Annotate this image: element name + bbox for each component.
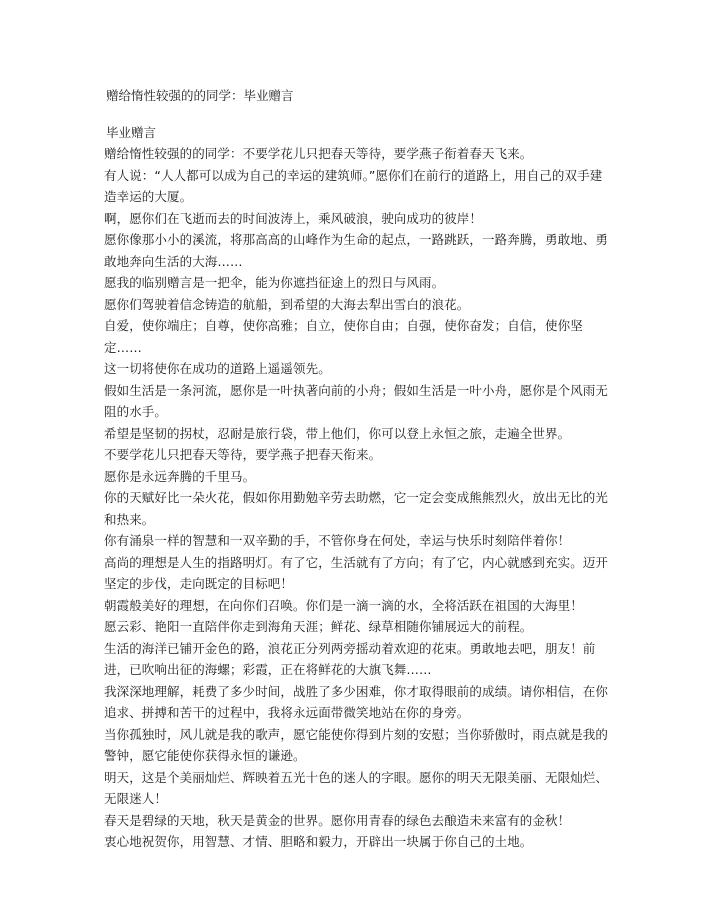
paragraph: 啊，愿你们在飞逝而去的时间波涛上，乘风破浪，驶向成功的彼岸！ <box>104 210 483 226</box>
paragraph: 高尚的理想是人生的指路明灯。有了它，生活就有了方向；有了它，内心就感到充实。迈开坚定的步伐，走向既定的目标吧！ <box>104 554 609 591</box>
paragraph: 赠给惰性较强的的同学：不要学花儿只把春天等待，要学燕子衔着春天飞来。 <box>104 146 533 161</box>
paragraph: 愿我的临别赠言是一把伞，能为你遮挡征途上的烈日与风雨。 <box>104 275 445 290</box>
paragraph: 有人说：“人人都可以成为自己的幸运的建筑师。”愿你们在前行的道路上，用自己的双手建造幸运的大厦。 <box>104 167 603 204</box>
paragraph: 生活的海洋已铺开金色的路，浪花正分列两旁摇动着欢迎的花束。勇敢地去吧，朋友！前进，已吹响出征的海螺；彩霞，正在将鲜花的大旗飞舞…… <box>104 640 596 677</box>
section-heading: 毕业赠言 <box>106 125 157 140</box>
document-title: 赠给惰性较强的的同学：毕业赠言 <box>106 88 294 103</box>
paragraph: 愿你们驾驶着信念铸造的航船，到希望的大海去犁出雪白的浪花。 <box>104 296 470 312</box>
paragraph: 愿你是永远奔腾的千里马。 <box>104 468 256 484</box>
document-body <box>104 123 608 853</box>
paragraph: 当你孤独时，风儿就是我的歌声，愿它能使你得到片刻的安慰；当你骄傲时，雨点就是我的警钟，愿它能使你获得永恒的谦逊。 <box>104 726 609 763</box>
paragraph: 朝霞般美好的理想，在向你们召唤。你们是一滴一滴的水，全将活跃在祖国的大海里！ <box>104 597 583 613</box>
paragraph: 愿你像那小小的溪流，将那高高的山峰作为生命的起点，一路跳跃，一路奔腾，勇敢地、勇敢地奔向生活的大海…… <box>104 232 609 269</box>
paragraph: 希望是坚韧的拐杖，忍耐是旅行袋，带上他们，你可以登上永恒之旅，走遍全世界。 <box>104 425 571 441</box>
paragraph: 这一切将使你在成功的道路上遥遥领先。 <box>104 361 331 376</box>
paragraph: 明天，这是个美丽灿烂、辉映着五光十色的迷人的字眼。愿你的明天无限美丽、无限灿烂、无限迷人！ <box>104 769 609 806</box>
paragraph: 不要学花儿只把春天等待，要学燕子把春天衔来。 <box>104 447 382 462</box>
paragraph: 衷心地祝贺你，用智慧、才情、胆略和毅力，开辟出一块属于你自己的土地。 <box>104 834 533 849</box>
paragraph: 春天是碧绿的天地，秋天是黄金的世界。愿你用青春的绿色去酿造未来富有的金秋！ <box>104 812 571 828</box>
paragraph: 我深深地理解，耗费了多少时间，战胜了多少困难，你才取得眼前的成绩。请你相信，在你追求、拼搏和苦干的过程中，我将永远面带微笑地站在你的身旁。 <box>104 683 609 720</box>
paragraph: 你的天赋好比一朵火花，假如你用勤勉辛劳去助燃，它一定会变成熊熊烈火，放出无比的光和热来。 <box>104 490 609 527</box>
paragraph-list <box>104 143 608 853</box>
paragraph: 你有涌泉一样的智慧和一双辛勤的手，不管你身在何处，幸运与快乐时刻陪伴着你！ <box>104 533 571 548</box>
paragraph: 假如生活是一条河流，愿你是一叶执著向前的小舟；假如生活是一叶小舟，愿你是个风雨无阻的水手。 <box>104 382 609 419</box>
paragraph: 自爱，使你端庄；自尊，使你高雅；自立，使你自由；自强，使你奋发；自信，使你坚定…… <box>104 318 583 355</box>
paragraph: 愿云彩、艳阳一直陪伴你走到海角天涯；鲜花、绿草相随你铺展远大的前程。 <box>104 619 533 634</box>
